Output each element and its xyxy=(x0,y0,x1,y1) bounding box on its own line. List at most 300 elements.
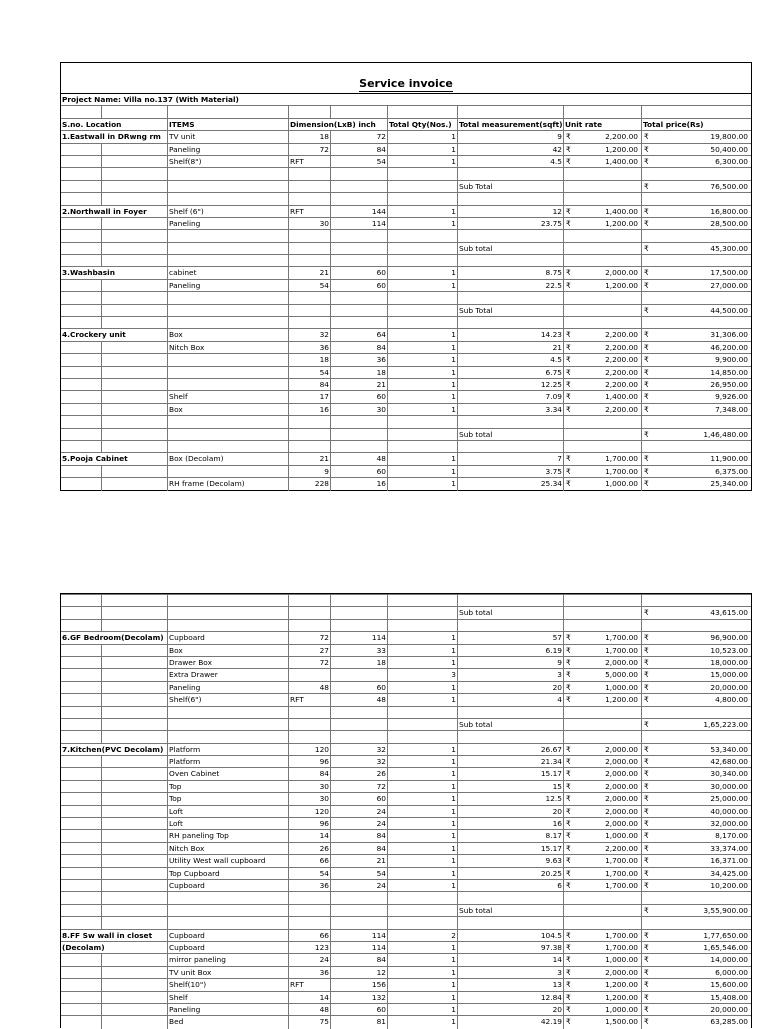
table-row xyxy=(61,205,751,217)
total-price-value: 15,600.00 xyxy=(710,980,748,990)
total-price-value: 50,400.00 xyxy=(710,144,748,154)
total-price-value: 17,500.00 xyxy=(710,268,748,278)
subtotal-label: Sub total xyxy=(458,429,564,441)
dimension-length: 96 xyxy=(289,756,331,768)
quantity: 1 xyxy=(388,880,458,892)
total-price-value: 42,680.00 xyxy=(710,757,748,767)
table-row xyxy=(61,668,751,680)
table-header-row xyxy=(61,118,751,130)
unit-rate-value: 2,200.00 xyxy=(605,342,638,352)
unit-rate-value: 2,000.00 xyxy=(605,806,638,816)
quantity: 1 xyxy=(388,342,458,354)
table-row xyxy=(61,353,751,365)
item-name: Platform xyxy=(168,744,289,756)
table-row xyxy=(61,143,751,155)
item-name: Loft xyxy=(168,806,289,818)
total-price-value: 96,900.00 xyxy=(710,633,748,643)
dimension-breadth: 36 xyxy=(331,354,388,366)
dimension-length: 21 xyxy=(289,453,331,465)
dimension-breadth: 24 xyxy=(331,880,388,892)
total-price-value: 10,200.00 xyxy=(710,880,748,890)
measurement-value: 15.17 xyxy=(540,769,562,779)
quantity: 1 xyxy=(388,632,458,644)
unit-rate-value: 2,200.00 xyxy=(605,404,638,414)
measurement-value: 8.75 xyxy=(545,268,562,278)
location-label: 3.Washbasin xyxy=(61,267,168,279)
table-row xyxy=(61,867,751,879)
rupee-symbol: ₹ xyxy=(566,670,571,680)
rupee-symbol: ₹ xyxy=(566,992,571,1002)
dimension-length: 17 xyxy=(289,391,331,403)
dimension-breadth: 21 xyxy=(331,379,388,391)
total-price-value: 16,800.00 xyxy=(710,206,748,216)
quantity: 1 xyxy=(388,367,458,379)
subtotal-row xyxy=(61,718,751,730)
rupee-symbol: ₹ xyxy=(644,330,649,340)
item-name: RH frame (Decolam) xyxy=(168,478,289,490)
dimension-length: 18 xyxy=(289,354,331,366)
invoice-table-body-2 xyxy=(61,606,751,1027)
table-row xyxy=(61,366,751,378)
total-price-value: 46,200.00 xyxy=(710,342,748,352)
quantity: 1 xyxy=(388,992,458,1004)
quantity: 1 xyxy=(388,682,458,694)
total-price-value: 6,000.00 xyxy=(715,967,748,977)
subtotal-label: Sub Total xyxy=(458,305,564,317)
unit-rate-value: 2,200.00 xyxy=(605,843,638,853)
total-price-value: 31,306.00 xyxy=(710,330,748,340)
dimension-length: 66 xyxy=(289,855,331,867)
total-price-value: 14,000.00 xyxy=(710,955,748,965)
quantity: 1 xyxy=(388,391,458,403)
unit-rate-value: 2,000.00 xyxy=(605,781,638,791)
measurement-value: 3.34 xyxy=(545,404,562,414)
quantity: 1 xyxy=(388,144,458,156)
dimension-breadth: 54 xyxy=(331,156,388,168)
location-label-cont: (Decolam) xyxy=(61,942,168,954)
table-row xyxy=(61,328,751,340)
subtotal-amount-value: 3,55,900.00 xyxy=(703,905,748,915)
table-row xyxy=(61,681,751,693)
rupee-symbol: ₹ xyxy=(566,682,571,692)
subtotal-label: Sub Total xyxy=(458,181,564,193)
unit-rate-value: 1,700.00 xyxy=(605,645,638,655)
total-price-value: 28,500.00 xyxy=(710,218,748,228)
dimension-breadth: 60 xyxy=(331,682,388,694)
measurement-value: 23.75 xyxy=(540,218,562,228)
item-name: Cupboard xyxy=(168,632,289,644)
rupee-symbol: ₹ xyxy=(566,330,571,340)
rupee-symbol: ₹ xyxy=(644,794,649,804)
total-price-value: 14,850.00 xyxy=(710,367,748,377)
item-name: Platform xyxy=(168,756,289,768)
measurement-value: 6.19 xyxy=(545,645,562,655)
item-name: Cupboard xyxy=(168,930,289,942)
measurement-value: 6.75 xyxy=(545,367,562,377)
dimension-length: 72 xyxy=(289,632,331,644)
rupee-symbol: ₹ xyxy=(566,454,571,464)
dimension-length: 48 xyxy=(289,682,331,694)
unit-rate-value: 1,700.00 xyxy=(605,942,638,952)
item-name: Paneling xyxy=(168,682,289,694)
dimension-length: RFT xyxy=(289,206,331,218)
table-row xyxy=(61,817,751,829)
unit-rate-value: 2,000.00 xyxy=(605,757,638,767)
rupee-symbol: ₹ xyxy=(566,1004,571,1014)
rupee-symbol: ₹ xyxy=(566,757,571,767)
item-name: Paneling xyxy=(168,1004,289,1016)
table-row xyxy=(61,403,751,415)
dimension-length: 30 xyxy=(289,218,331,230)
total-price-value: 4,800.00 xyxy=(715,695,748,705)
rupee-symbol: ₹ xyxy=(644,608,649,618)
total-price-value: 40,000.00 xyxy=(710,806,748,816)
table-row xyxy=(61,842,751,854)
dimension-length: 84 xyxy=(289,379,331,391)
quantity: 1 xyxy=(388,954,458,966)
rupee-symbol: ₹ xyxy=(644,1017,649,1027)
quantity: 1 xyxy=(388,267,458,279)
total-price-value: 25,000.00 xyxy=(710,794,748,804)
total-price-value: 6,300.00 xyxy=(715,156,748,166)
measurement-value: 12 xyxy=(552,206,562,216)
measurement-value: 22.5 xyxy=(545,280,562,290)
unit-rate-value: 1,700.00 xyxy=(605,466,638,476)
rupee-symbol: ₹ xyxy=(644,955,649,965)
quantity: 1 xyxy=(388,967,458,979)
unit-rate-value: 2,200.00 xyxy=(605,132,638,142)
unit-rate-value: 1,400.00 xyxy=(605,206,638,216)
dimension-breadth: 84 xyxy=(331,954,388,966)
quantity: 1 xyxy=(388,354,458,366)
dimension-length: 9 xyxy=(289,466,331,478)
unit-rate-value: 1,700.00 xyxy=(605,930,638,940)
dimension-length: 24 xyxy=(289,954,331,966)
rupee-symbol: ₹ xyxy=(644,843,649,853)
dimension-breadth: 72 xyxy=(331,131,388,143)
quantity: 3 xyxy=(388,669,458,681)
dimension-length: 72 xyxy=(289,657,331,669)
rupee-symbol: ₹ xyxy=(644,305,649,315)
table-row xyxy=(61,767,751,779)
dimension-breadth: 114 xyxy=(331,930,388,942)
rupee-symbol: ₹ xyxy=(644,280,649,290)
table-row xyxy=(61,792,751,804)
measurement-value: 12.84 xyxy=(540,992,562,1002)
item-name: mirror paneling xyxy=(168,954,289,966)
rupee-symbol: ₹ xyxy=(566,144,571,154)
unit-rate-value: 1,200.00 xyxy=(605,695,638,705)
dimension-length: 18 xyxy=(289,131,331,143)
dimension-length: 54 xyxy=(289,868,331,880)
rupee-symbol: ₹ xyxy=(566,744,571,754)
item-name: Shelf xyxy=(168,992,289,1004)
blank-row xyxy=(61,167,751,179)
rupee-symbol: ₹ xyxy=(644,967,649,977)
rupee-symbol: ₹ xyxy=(566,268,571,278)
table-row xyxy=(61,829,751,841)
blank-row xyxy=(61,316,751,328)
dimension-length: RFT xyxy=(289,979,331,991)
total-price xyxy=(642,1016,751,1028)
dimension-breadth: 32 xyxy=(331,756,388,768)
subtotal-label: Sub total xyxy=(458,607,564,619)
location-label: 8.FF Sw wall in closet xyxy=(61,930,168,942)
rupee-symbol: ₹ xyxy=(644,781,649,791)
rupee-symbol: ₹ xyxy=(644,181,649,191)
quantity: 1 xyxy=(388,453,458,465)
project-name: Project Name: Villa no.137 (With Material) xyxy=(62,95,239,104)
dimension-breadth: 54 xyxy=(331,868,388,880)
unit-rate-value: 1,400.00 xyxy=(605,156,638,166)
total-price-value: 1,65,546.00 xyxy=(703,942,748,952)
item-name: Box xyxy=(168,329,289,341)
measurement-value: 20 xyxy=(552,806,562,816)
header-items: ITEMS xyxy=(168,119,289,131)
dimension-breadth: 32 xyxy=(331,744,388,756)
measurement-value: 26.67 xyxy=(540,744,562,754)
subtotal-label: Sub total xyxy=(458,243,564,255)
dimension-breadth: 48 xyxy=(331,694,388,706)
dimension-length: 36 xyxy=(289,342,331,354)
rupee-symbol: ₹ xyxy=(566,206,571,216)
unit-rate-value: 2,200.00 xyxy=(605,379,638,389)
measurement-value: 25.34 xyxy=(540,479,562,489)
measurement-value: 15.17 xyxy=(540,843,562,853)
dimension-length: 14 xyxy=(289,830,331,842)
dimension-breadth: 72 xyxy=(331,781,388,793)
unit-rate-value: 1,200.00 xyxy=(605,218,638,228)
blank-row xyxy=(61,415,751,427)
total-price-value: 34,425.00 xyxy=(710,868,748,878)
table-row xyxy=(61,452,751,464)
rupee-symbol: ₹ xyxy=(566,479,571,489)
measurement-value: 3.75 xyxy=(545,466,562,476)
dimension-breadth: 60 xyxy=(331,267,388,279)
measurement-value: 4 xyxy=(557,695,562,705)
rupee-symbol: ₹ xyxy=(566,404,571,414)
rupee-symbol: ₹ xyxy=(644,744,649,754)
unit-rate-value: 1,400.00 xyxy=(605,392,638,402)
item-name: Paneling xyxy=(168,144,289,156)
rupee-symbol: ₹ xyxy=(644,466,649,476)
rupee-symbol: ₹ xyxy=(644,769,649,779)
rupee-symbol: ₹ xyxy=(566,392,571,402)
total-price-value: 10,523.00 xyxy=(710,645,748,655)
rupee-symbol: ₹ xyxy=(566,942,571,952)
item-name: Nitch Box xyxy=(168,342,289,354)
table-row xyxy=(61,929,751,941)
quantity: 1 xyxy=(388,206,458,218)
measurement-value: 20.25 xyxy=(540,868,562,878)
blank-row xyxy=(61,619,751,631)
rupee-symbol: ₹ xyxy=(566,819,571,829)
rupee-symbol: ₹ xyxy=(566,218,571,228)
table-row xyxy=(61,941,751,953)
measurement-value: 42 xyxy=(552,144,562,154)
quantity: 1 xyxy=(388,466,458,478)
rupee-symbol: ₹ xyxy=(644,355,649,365)
rupee-symbol: ₹ xyxy=(644,206,649,216)
quantity: 1 xyxy=(388,280,458,292)
item-name: Loft xyxy=(168,818,289,830)
location-label: 2.Northwall in Foyer xyxy=(61,206,168,218)
table-row xyxy=(61,780,751,792)
rupee-symbol: ₹ xyxy=(566,695,571,705)
total-price-value: 33,374.00 xyxy=(710,843,748,853)
unit-rate-value: 1,700.00 xyxy=(605,633,638,643)
rupee-symbol: ₹ xyxy=(566,843,571,853)
measurement-value: 15 xyxy=(552,781,562,791)
rupee-symbol: ₹ xyxy=(644,942,649,952)
item-name: RH paneling Top xyxy=(168,830,289,842)
total-price-value: 9,900.00 xyxy=(715,355,748,365)
item-name: Top Cupboard xyxy=(168,868,289,880)
unit-rate-value: 2,000.00 xyxy=(605,657,638,667)
dimension-length: 48 xyxy=(289,1004,331,1016)
item-name: Drawer Box xyxy=(168,657,289,669)
rupee-symbol: ₹ xyxy=(644,454,649,464)
rupee-symbol: ₹ xyxy=(566,769,571,779)
rupee-symbol: ₹ xyxy=(644,243,649,253)
total-price-value: 16,371.00 xyxy=(710,856,748,866)
dimension-breadth: 132 xyxy=(331,992,388,1004)
item-name: TV unit xyxy=(168,131,289,143)
unit-rate-value: 1,000.00 xyxy=(605,1004,638,1014)
total-price-value: 63,285.00 xyxy=(710,1017,748,1027)
measurement-value: 3 xyxy=(557,670,562,680)
unit-rate-value: 2,000.00 xyxy=(605,967,638,977)
rupee-symbol: ₹ xyxy=(644,868,649,878)
subtotal-amount-value: 1,65,223.00 xyxy=(703,719,748,729)
total-price-value: 11,900.00 xyxy=(710,454,748,464)
unit-rate-value: 2,000.00 xyxy=(605,794,638,804)
header-dimension: Dimension(LxB) inch xyxy=(289,119,388,131)
total-price-value: 53,340.00 xyxy=(710,744,748,754)
blank-row xyxy=(61,706,751,718)
item-name: Top xyxy=(168,781,289,793)
rupee-symbol: ₹ xyxy=(644,268,649,278)
item-name: Shelf (6") xyxy=(168,206,289,218)
dimension-length: RFT xyxy=(289,156,331,168)
unit-rate-value: 1,500.00 xyxy=(605,1017,638,1027)
table-row xyxy=(61,266,751,278)
rupee-symbol: ₹ xyxy=(566,967,571,977)
quantity: 1 xyxy=(388,979,458,991)
measurement-value: 42.19 xyxy=(540,1017,562,1027)
blank-row xyxy=(61,594,751,606)
rupee-symbol: ₹ xyxy=(566,633,571,643)
measurement-value: 7 xyxy=(557,454,562,464)
subtotal-label: Sub total xyxy=(458,719,564,731)
quantity: 1 xyxy=(388,830,458,842)
rupee-symbol: ₹ xyxy=(644,719,649,729)
quantity: 1 xyxy=(388,694,458,706)
dimension-breadth: 18 xyxy=(331,367,388,379)
measurement-value: 20 xyxy=(552,682,562,692)
measurement-value: 12.25 xyxy=(540,379,562,389)
rupee-symbol: ₹ xyxy=(644,218,649,228)
rupee-symbol: ₹ xyxy=(566,342,571,352)
dimension-length: 21 xyxy=(289,267,331,279)
table-row xyxy=(61,755,751,767)
dimension-breadth: 114 xyxy=(331,942,388,954)
item-name: TV unit Box xyxy=(168,967,289,979)
rupee-symbol: ₹ xyxy=(566,930,571,940)
dimension-length: 120 xyxy=(289,744,331,756)
dimension-length: 36 xyxy=(289,880,331,892)
rupee-symbol: ₹ xyxy=(566,466,571,476)
total-price-value: 20,000.00 xyxy=(710,682,748,692)
quantity: 1 xyxy=(388,645,458,657)
unit-rate-value: 1,700.00 xyxy=(605,454,638,464)
unit-rate-value: 2,200.00 xyxy=(605,367,638,377)
rupee-symbol: ₹ xyxy=(644,404,649,414)
dimension-breadth: 60 xyxy=(331,1004,388,1016)
dimension-length: 54 xyxy=(289,367,331,379)
total-price-value: 7,348.00 xyxy=(715,404,748,414)
total-price-value: 27,000.00 xyxy=(710,280,748,290)
quantity: 1 xyxy=(388,1004,458,1016)
dimension-length: 30 xyxy=(289,781,331,793)
dimension-length: 26 xyxy=(289,843,331,855)
rupee-symbol: ₹ xyxy=(644,645,649,655)
measurement-value: 3 xyxy=(557,967,562,977)
header-total-price: Total price(Rs) xyxy=(643,119,704,129)
quantity: 1 xyxy=(388,657,458,669)
dimension-breadth: 156 xyxy=(331,979,388,991)
dimension-length: 66 xyxy=(289,930,331,942)
quantity: 1 xyxy=(388,379,458,391)
rupee-symbol: ₹ xyxy=(566,980,571,990)
table-row xyxy=(61,1015,751,1027)
subtotal-amount-value: 76,500.00 xyxy=(710,181,748,191)
dimension-breadth: 33 xyxy=(331,645,388,657)
measurement-value: 21 xyxy=(552,342,562,352)
table-row xyxy=(61,644,751,656)
location-label: 5.Pooja Cabinet xyxy=(61,453,168,465)
blank-row xyxy=(61,916,751,928)
measurement-value: 104.5 xyxy=(540,930,562,940)
unit-rate xyxy=(564,478,642,490)
unit-rate-value: 1,200.00 xyxy=(605,980,638,990)
total-price-value: 25,340.00 xyxy=(710,479,748,489)
rupee-symbol: ₹ xyxy=(566,280,571,290)
dimension-breadth: 60 xyxy=(331,391,388,403)
table-row xyxy=(61,743,751,755)
total-price-value: 30,000.00 xyxy=(710,781,748,791)
dimension-breadth: 84 xyxy=(331,144,388,156)
item-name: Shelf(6") xyxy=(168,694,289,706)
rupee-symbol: ₹ xyxy=(644,670,649,680)
rupee-symbol: ₹ xyxy=(644,342,649,352)
item-name: Shelf xyxy=(168,391,289,403)
subtotal-row xyxy=(61,428,751,440)
rupee-symbol: ₹ xyxy=(566,781,571,791)
unit-rate-value: 1,000.00 xyxy=(605,682,638,692)
invoice-table-body-1 xyxy=(61,130,751,489)
rupee-symbol: ₹ xyxy=(644,429,649,439)
total-price-value: 18,000.00 xyxy=(710,657,748,667)
quantity: 1 xyxy=(388,793,458,805)
item-name: Oven Cabinet xyxy=(168,768,289,780)
blank-row xyxy=(61,105,751,117)
blank-row xyxy=(61,192,751,204)
measurement-value: 14 xyxy=(552,955,562,965)
total-price-value: 20,000.00 xyxy=(710,1004,748,1014)
dimension-length: 54 xyxy=(289,280,331,292)
unit-rate-value: 2,000.00 xyxy=(605,769,638,779)
